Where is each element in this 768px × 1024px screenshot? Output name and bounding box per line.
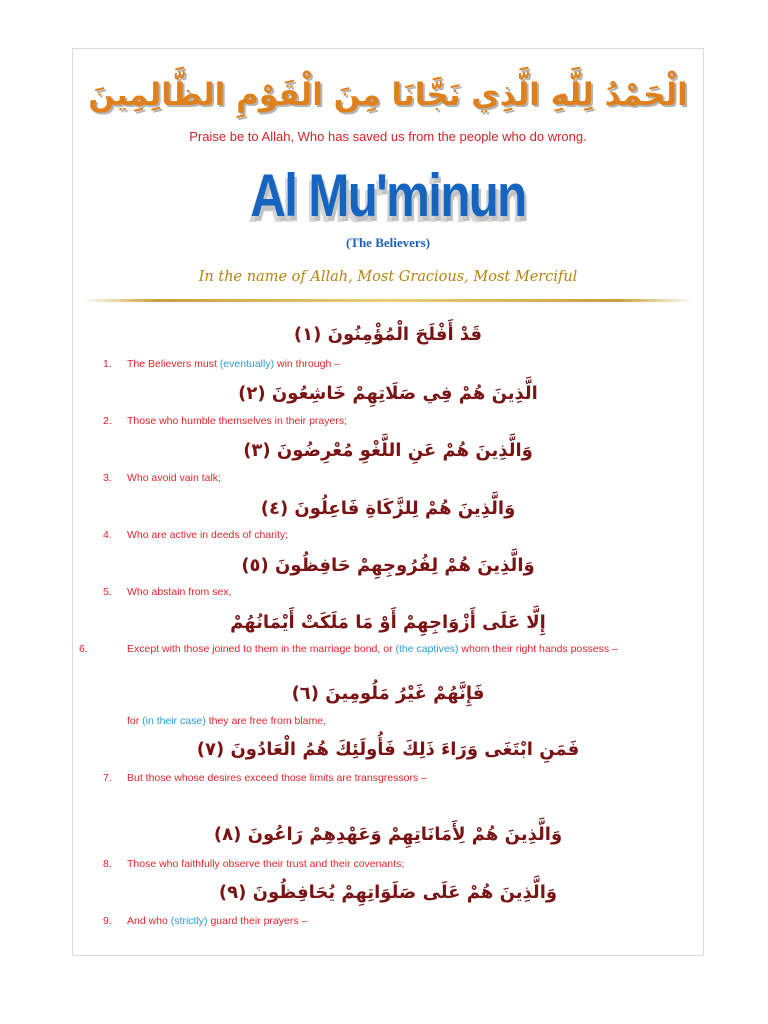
verse-number: 5. (103, 586, 112, 598)
verse-arabic-9: وَالَّذِينَ هُمْ عَلَى صَلَوَاتِهِمْ يُحَافِظُونَ (٩) (218, 882, 558, 903)
verse-translation-3: 3. Who avoid vain talk; (103, 472, 221, 484)
verse-arabic-1: قَدْ أَفْلَحَ الْمُؤْمِنُونَ (١) (293, 324, 483, 345)
verse-number: 9. (103, 915, 112, 927)
verse-number: 8. (103, 858, 112, 870)
verse-arabic-8: وَالَّذِينَ هُمْ لِأَمَانَاتِهِمْ وَعَهْدِهِمْ رَاعُونَ (٨) (213, 824, 563, 845)
verse-number: 3. (103, 472, 112, 484)
verse-translation-5: 5. Who abstain from sex, (103, 586, 232, 598)
verse-number: 4. (103, 529, 112, 541)
bismillah-line: In the name of Allah, Most Gracious, Most Merciful (198, 269, 578, 285)
gold-divider (83, 299, 693, 302)
verse-number: 1. (103, 358, 112, 370)
verse-translation-6b: for (in their case) they are free from blame, (127, 715, 326, 727)
verse-arabic-5: وَالَّذِينَ هُمْ لِفُرُوجِهِمْ حَافِظُونَ (٥) (241, 555, 535, 576)
header-arabic-verse: الْحَمْدُ لِلَّهِ الَّذِي نَجَّانَا مِنَ الْقَوْمِ الظَّالِمِينَ (88, 77, 688, 113)
verse-arabic-3: وَالَّذِينَ هُمْ عَنِ اللَّغْوِ مُعْرِضُونَ (٣) (243, 440, 533, 461)
parenthetical: (strictly) (170, 915, 208, 927)
verse-translation-6a: 6. Except with those joined to them in the marriage bond, or (the captives) whom their right hands possess – (79, 643, 618, 655)
verse-arabic-7: فَمَنِ ابْتَغَى وَرَاءَ ذَلِكَ فَأُولَئِكَ هُمُ الْعَادُونَ (٧) (196, 739, 580, 760)
verse-translation-9: 9. And who (strictly) guard their prayers – (103, 915, 308, 927)
parenthetical: (in their case) (142, 715, 206, 727)
verse-arabic-4: وَالَّذِينَ هُمْ لِلزَّكَاةِ فَاعِلُونَ (٤) (260, 498, 516, 519)
verse-number: 6. (79, 643, 88, 655)
parenthetical: (eventually) (219, 358, 275, 370)
verse-arabic-6b: فَإِنَّهُمْ غَيْرُ مَلُومِينَ (٦) (291, 683, 485, 704)
document-page (72, 48, 704, 956)
verse-number: 7. (103, 772, 112, 784)
verse-translation-4: 4. Who are active in deeds of charity; (103, 529, 289, 541)
surah-subtitle: (The Believers) (345, 235, 431, 250)
verse-translation-8: 8. Those who faithfully observe their trust and their covenants; (103, 858, 405, 870)
surah-title: Al Mu'minun (250, 162, 526, 229)
verse-arabic-6a: إِلَّا عَلَى أَزْوَاجِهِمْ أَوْ مَا مَلَكَتْ أَيْمَانُهُمْ (230, 612, 546, 633)
verse-translation-1: 1. The Believers must (eventually) win through – (103, 358, 341, 370)
verse-number: 2. (103, 415, 112, 427)
verse-arabic-2: الَّذِينَ هُمْ فِي صَلَاتِهِمْ خَاشِعُونَ (٢) (238, 383, 538, 404)
header-english-translation: Praise be to Allah, Who has saved us from the people who do wrong. (189, 129, 587, 144)
parenthetical: (the captives) (395, 643, 459, 655)
verse-translation-2: 2. Those who humble themselves in their prayers; (103, 415, 348, 427)
verse-translation-7: 7. But those whose desires exceed those limits are transgressors – (103, 772, 427, 784)
